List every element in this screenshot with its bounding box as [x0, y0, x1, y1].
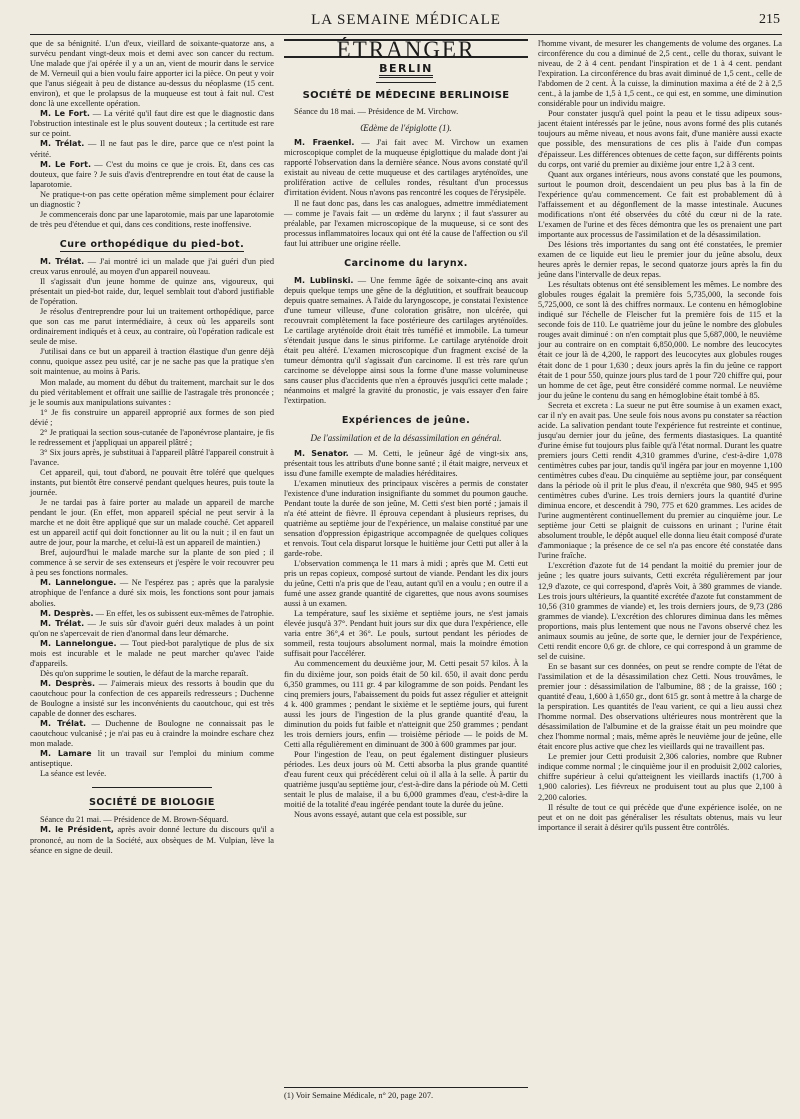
column-left	[30, 39, 274, 856]
speech-text: — Une femme âgée de soixante-cinq ans avait depuis quelque temps une gêne de la déglutition, et souffrait beaucoup depuis quatre semaines. À l'aide du laryngoscope, je constatai l'existence d'une tumeur villeuse, d'une coloration grisâtre, non ulcérée, qui recouvrait complètement la face postérieure des cartilages aryténoïdes. Le cartilage aryténoïde droit était très tuméfié et immobile. La tumeur s'étendait jusque dans le sinus piriforme. Le cartilage aryténoïde droit était peu altéré. L'examen microscopique d'un fragment excisé de la tumeur démontra qu'il s'agissait d'un carcinome. Il est très rare qu'un carcinome se développe ainsi sous la forme d'une masse volumineuse sans causer plus d'accidents que n'en a éprouvés jusqu'ici cette malade ; néanmoins et malgré la gravité du pronostic, je vais essayer d'en faire l'extirpation.	[284, 275, 528, 406]
city-heading-text: BERLIN	[379, 62, 433, 78]
speaker-name: M. Lannelongue.	[40, 638, 117, 648]
speech-text: lit un travail sur l'emploi du minium comme antiseptique.	[30, 749, 274, 769]
speech-text: — Duchenne de Boulogne ne connaissait pas le caoutchouc vulcanisé ; je n'ai pas eu à craindre la moindre eschare chez mon malade.	[30, 719, 274, 749]
speaker-name: M. Senator.	[294, 448, 349, 458]
speech	[30, 639, 274, 669]
speaker-name: M. Trélat.	[40, 256, 85, 266]
speech	[30, 825, 274, 855]
footnote: (1) Voir Semaine Médicale, n° 20, page 207.	[284, 1087, 528, 1101]
paragraph: Cet appareil, qui, tout d'abord, ne pouvait être toléré que quelques instants, put bientôt être conservé pendant quelques heures, puis toute la journée.	[30, 467, 274, 498]
speech	[284, 138, 528, 198]
speaker-name: M. Desprès.	[40, 678, 96, 688]
paragraph: Les résultats obtenus ont été sensiblement les mêmes. Le nombre des globules rouges égalait la première fois 5,735,000, la seconde fois 5,725,000, ce sont là des chiffres normaux. Le contenu en hémoglobine indiqué sur l'échelle de Fleischer fut la première fois de 115 et la seconde fois de 110. Le quatrième jour du jeûne le nombre des globules rouges avait diminué : on n'en comptait plus que 5,687,000, le neuvième jour au contraire on en comptait 6,850,000. Le nombre des leucocytes était ce jour là de 4,200, le rapport des leucocytes aux globules rouges était donc de 1 pour 1,630 ; deux jours après la fin du jeûne ce rapport était de 1 pour 550, quinze jours plus tard de 1 pour 720 chiffre qui, pour un homme de cet âge, peut être considéré comme normal. Le neuvième jour du jeûne le contenu du sang en hémoglobine était tombé à 85.	[538, 280, 782, 400]
paragraph: Je commencerais donc par une laparotomie, mais par une laparotomie de très peu d'étendue et qui, dans ces conditions, reste inoffensive.	[30, 209, 274, 229]
section-title: ÉTRANGER	[284, 39, 528, 58]
speaker-name: M. Desprès.	[40, 608, 94, 618]
speech	[30, 578, 274, 608]
speech-text: — M. Cetti, le jeûneur âgé de vingt-six ans, présentait tous les attributs d'une bonne santé ; il était maigre, nerveux et issu d'une famille exempte de maladies héréditaires.	[284, 448, 528, 478]
speaker-name: M. le Président,	[40, 825, 114, 835]
paragraph: Je ne tardai pas à faire porter au malade un appareil de marche pendant le jour. (En effet, mon appareil spécial ne peut servir à la marche et ne doit être appliqué que sur un malade couché. Cet appareil est un appareil actif qui doit fonctionner au lit ou la nuit ; il en faut un autre de jour, pour la marche, et celui-là est un appareil de maintien.)	[30, 498, 274, 548]
paragraph: L'observation commença le 11 mars à midi ; après que M. Cetti eut pris un repas copieux, composé surtout de viande. Pendant les dix jours du jeûne, Cetti n'a pris que de l'eau, autant qu'il en a voulu ; en outre il a fumé une assez grande quantité de cigarettes, que nous avons soumises aussi à un examen.	[284, 559, 528, 609]
paragraph: En se basant sur ces données, on peut se rendre compte de l'état de l'assimilation et de la désassimilation chez Cetti. Nous trouvâmes, le premier jour : désassimilation de l'albumine, 88 ; de la graisse, 160 ; quantité d'eau, 1,600 à 1,650 gr., dont 615 gr. sont à mettre à la charge de la perspiration. Les quantités de l'eau varient, ce qui a lieu aussi chez l'homme normal. Des observations ultérieures nous montrèrent que la désassimilation de l'albumine et de la graisse était un peu moindre que chez l'homme normal ; mais, même après le neuvième jour de jeûne, elle était encore plus active que chez les vieillards qui ne travaillent pas.	[538, 661, 782, 752]
speech	[30, 619, 274, 639]
speech	[284, 449, 528, 479]
list-item: 1° Je fis construire un appareil approprié aux formes de son pied dévié ;	[30, 407, 274, 427]
speech	[30, 257, 274, 277]
paragraph: Ne pratique-t-on pas cette opération même simplement pour éclairer un diagnostic ?	[30, 189, 274, 209]
page-number: 215	[759, 12, 780, 27]
column-middle	[284, 39, 528, 1109]
speaker-name: M. Trélat.	[40, 719, 87, 729]
section-heading: Expériences de jeûne.	[341, 415, 471, 427]
speaker-name: M. Trélat.	[40, 618, 85, 628]
speaker-name: M. Le Fort.	[40, 109, 90, 119]
speech-text: — Il ne faut pas le dire, parce que ce n'est point la vérité.	[30, 139, 274, 159]
paragraph: Pour l'ingestion de l'eau, on peut également distinguer plusieurs périodes. Les deux jours où M. Cetti absorba la plus grande quantité d'eau furent ceux qui précédèrent celui où il alla à la selle. À partir du quatrième jusqu'au septième jour, c'est-à-dire dans la période où M. Cetti sentait le plus de malaise, il a bu 6,000 grammes d'eau, c'est-à-dire la moitié de la totalité d'eau ingérée pendant toute la durée du jeûne.	[284, 749, 528, 810]
journal-title: LA SEMAINE MÉDICALE	[311, 12, 501, 28]
paragraph: Le premier jour Cetti produisit 2,306 calories, nombre que Rubner indique comme normal ; le cinquième jour il en produisit 2,002 calories, chiffre supérieur à celui qu'atteignent les vieillards inactifs (1,700 à 1,900 calories). Les fiévreux ne produisent tout au plus que 2,100 à 2,200 calories.	[538, 752, 782, 802]
paragraph: La température, sauf les sixième et septième jours, ne s'est jamais élevée jusqu'à 37°. Pendant huit jours sur dix que dura l'expérience, elle varia entre 36°,4 et 36°. Le pouls, surtout pendant les périodes de sommeil, resta toujours absolument normal, mais la moindre émotion suffisait pour l'accélérer.	[284, 609, 528, 659]
seance-line: Séance du 18 mai. — Présidence de M. Virchow.	[294, 107, 459, 117]
section-heading-text: SOCIÉTÉ DE BIOLOGIE	[89, 797, 215, 809]
running-header	[30, 8, 782, 35]
section-heading-text: Cure orthopédique du pied-bot.	[59, 238, 245, 250]
speech-text: — Je suis sûr d'avoir guéri deux malades à un point qu'on ne s'apercevait de rien d'anormal dans leur démarche.	[30, 618, 274, 638]
city-heading	[284, 64, 528, 74]
paragraph: L'excrétion d'azote fut de 14 pendant la moitié du premier jour de jeûne ; les quatre jours suivants, Cetti excréta régulièrement par jour 12,9 d'azote, ce qui correspond, d'après Voit, à 380 grammes de viande. Les trois jours ultérieurs, la quantité excrétée d'azote fut constamment de 10,56 (310 grammes de viande) et, les trois derniers jours, de 9,73 (286 grammes de viande). L'excrétion des chlorures diminua dans les mêmes proportions, mais plus lentement que nous ne l'avons observé chez les animaux soumis au jeûne, de sorte que, le dernier jour de l'expérience, Cetti rendit encore 0,6 gr. de chlore, ce qui correspond à un gramme de sel de cuisine.	[538, 561, 782, 661]
subsection-heading: Œdème de l'épiglotte (1).	[360, 123, 452, 134]
speaker-name: M. Lublinski.	[294, 275, 354, 285]
subsection-heading: De l'assimilation et de la désassimilation en général.	[310, 433, 502, 444]
speech-text: — La vérité qu'il faut dire est que le diagnostic dans l'obstruction intestinale est le plus souvent douteux ; la certitude est rare sur ce point.	[30, 109, 275, 139]
columns	[30, 39, 782, 1109]
speech-text: — J'aimerais mieux des ressorts à boudin que du caoutchouc pour la confection de ces appareils redresseurs ; Duchenne de Boulogne a insisté sur les inconvénients du caoutchouc, qui est très capable de donner des eschares.	[30, 678, 274, 719]
section-heading	[30, 240, 274, 250]
speech	[30, 160, 274, 190]
speech-text: — Tout pied-bot paralytique de plus de six mois est incurable et le malade ne peut marcher qu'avec l'aide d'appareils.	[30, 638, 274, 668]
paragraph: Bref, aujourd'hui le malade marche sur la plante de son pied ; il commence à se servir de ses extenseurs et j'espère le voir recouvrer peu à peu ses fonctions normales.	[30, 548, 274, 578]
divider	[376, 82, 436, 83]
paragraph: Je résolus d'entreprendre pour lui un traitement orthopédique, parce que son cas me parut intermédiaire, à ceux où les appareils sont ordinairement indiqués et à ceux, au contraire, où l'opération radicale est seule de mise.	[30, 307, 274, 347]
speech	[284, 276, 528, 407]
paragraph: Il s'agissait d'un jeune homme de quinze ans, vigoureux, qui présentait un pied-bot raide, dur, lequel semblait tout d'abord justifiable de l'opération.	[30, 277, 274, 307]
seance-line: Séance du 21 mai. — Présidence de M. Brown-Séquard.	[40, 815, 229, 825]
paragraph: Nous avons essayé, autant que cela est possible, sur	[294, 810, 467, 820]
section-heading: Carcinome du larynx.	[344, 257, 468, 269]
speech-text: — J'ai fait avec M. Virchow un examen microscopique complet de la muqueuse épiglottique du malade dont j'ai rapporté l'observation dans la dernière séance. Nous avons constaté qu'il existait au niveau de cette muqueuse et des cartilages aryténoïdes, une prolifération active de cellules rondes, résultant d'un processus d'irritation évident. Nous n'avons pas rencontré les coques de l'érysipèle.	[284, 138, 529, 198]
paragraph: Quant aux organes intérieurs, nous avons constaté que les poumons, surtout le poumon droit, descendaient un peu plus bas à la fin de l'expérience qu'au commencement. Ce fait est probablement dû à l'affaissement et au dégonflement de la masse intestinale. Aucunes modifications n'ont été observées du côté du cœur ni de la rate. L'examen de l'urine et des fèces démontra que les os prenaient une part importante aux processus de l'assimilation et de la désassimilation.	[538, 169, 782, 239]
paragraph: Dès qu'on supprime le soutien, le défaut de la marche reparaît.	[40, 668, 249, 678]
list-item: 2° Je pratiquai la section sous-cutanée de l'aponévrose plantaire, je fis le redressement et j'appliquai un appareil plâtré ;	[30, 427, 274, 447]
speaker-name: M. Lamare	[40, 749, 92, 759]
speech	[30, 679, 274, 719]
speech-text: — C'est du moins ce que je crois. Et, dans ces cas douteux, que faire ? Je suis d'avis d'entreprendre en tout état de cause la laparotomie.	[30, 159, 274, 189]
speech	[30, 109, 274, 139]
speaker-name: M. Trélat.	[40, 139, 85, 149]
paragraph: Au commencement du deuxième jour, M. Cetti pesait 57 kilos. À la fin du dixième jour, son poids était de 50 kil. 650, il avait donc perdu 6,350 grammes, ou 111 gr. 4 par kilogramme de son poids. Pendant les cinq premiers jours, l'abaissement du poids fut assez régulier et atteignit 4 k. 400 grammes ; pendant le sixième et le septième jours, qui furent aussi les jours de l'ingestion de la plus grande quantité d'eau, la diminution du poids fut faible et n'atteignit que 250 grammes ; pendant les trois derniers jours, enfin — troisième période — le poids de M. Cetti alla régulièrement en diminuant de 300 à 600 grammes par jour.	[284, 659, 528, 749]
paragraph: La séance est levée.	[40, 769, 107, 779]
paragraph: que de sa bénignité. L'un d'eux, vieillard de soixante-quatorze ans, a survécu pendant vingt-deux mois et demi avec son cancer du rectum. Une malade que j'ai opérée il y a un an, vient de mourir dans le service de M. Verneuil qui a bien voulu faire apporter ici la pièce. On peut y voir que l'anus siégeait à peu de distance au-dessus du néoplasme (15 cent. environ), et que le prolapsus de la muqueuse est tout à fait nul. C'est donc là une excellente opération.	[30, 39, 274, 109]
speech-text: après avoir donné lecture du discours qu'il a prononcé, au nom de la Société, aux obsèques de M. Vulpian, lève la séance en signe de deuil.	[30, 825, 274, 855]
speaker-name: M. Lannelongue.	[40, 578, 117, 588]
speech	[30, 139, 274, 159]
speaker-name: M. Le Fort.	[40, 159, 91, 169]
paragraph: Pour constater jusqu'à quel point la peau et le tissu adipeux sous-jacent étaient intéressés par le jeûne, nous avons formé des plis cutanés toujours au même niveau, et nous avons fait, d'une manière aussi exacte que possible, des mensurations de ces plis à l'aide d'un compas d'épaisseur. Les différences obtenues de cette façon, sur différents points du corps, ont varié du premier au dixième jour entre 1,2 à 3 cent.	[538, 109, 782, 169]
paragraph: L'examen minutieux des principaux viscères a permis de constater l'existence d'une induration insignifiante du sommet du poumon gauche. Pendant toute la durée de son jeûne, M. Cetti s'est bien porté ; jamais il n'a été atteint de fièvre. Il éprouva cependant à plusieurs reprises, du quatrième au septième jour de l'expérience, un malaise constitué par une sensation d'oppression épigastrique accompagnée de quelques coliques et renvois. Tout cela disparut lorsque le huitième jour Cetti put aller à la garde-robe.	[284, 478, 528, 558]
speech-text: — J'ai montré ici un malade que j'ai guéri d'un pied creux varus enroulé, au moyen d'un appareil nouveau.	[30, 256, 274, 276]
column-right	[538, 39, 782, 833]
paragraph: l'homme vivant, de mesurer les changements de volume des organes. La circonférence du cou a diminué de 2,5 cent., celle du thorax, suivant le niveau, de 2 à 4 cent. pendant l'inspiration et de 1 à 4 cent. pendant l'expiration. La circonférence du bras avait diminué de 1,5 cent., celle de l'abdomen de 2 cent. À la cuisse, la diminution maxima a été de 2 à 2,5 cent., à la jambe de 1,5 à 1,5 cent., ce qui est, en somme, une diminution considérable pour un individu maigre.	[538, 39, 782, 109]
section-heading	[30, 798, 274, 808]
speaker-name: M. Fraenkel.	[294, 138, 355, 148]
paragraph: Secreta et excreta : La sueur ne put être soumise à un examen exact, car il n'y en avait pas. Une seule fois nous avons pu constater sa réaction acide. La salivation pendant toute l'expérience fut restreinte et continue, jusqu'au dernier jour du jeûne, des ferments diastasiques. La quantité d'urine émise fut toujours plus faible qu'à l'état normal. Durant les quatre premiers jours Cetti rendit 4,310 grammes d'urine, c'est-à-dire 1,078 centimètres cubes par jour, tandis qu'il ingéra par jour en moyenne 1,100 centimètres cubes d'eau. Du cinquième au septième jour, par conséquent dans la période où il prit le plus d'eau, il n'excréta que 980, 945 et 995 centimètres cubes d'urine. Les trois derniers jours la quantité d'urine diminua encore, et descendit à 790, 775 et 620 grammes. Les acides de l'urine augmentèrent continuellement du premier au cinquième jour. Le septième jour Cetti se plaignit de cuissons en urinant ; l'urine était absolument trouble, le dépôt auquel elle donna lieu était composé d'urate d'ammoniaque ; la présence de ce sel n'a pas encore été constatée dans l'urine fraîche.	[538, 400, 782, 561]
society-heading: SOCIÉTÉ DE MÉDECINE BERLINOISE	[302, 90, 510, 102]
section-divider	[92, 787, 212, 788]
speech	[30, 719, 274, 749]
speech	[30, 609, 274, 619]
paragraph: Mon malade, au moment du début du traitement, marchait sur le dos du pied véritablement et offrait une saillie de l'astragale très prononcée ; je le soumis aux manipulations suivantes :	[30, 377, 274, 407]
paragraph: J'utilisai dans ce but un appareil à traction élastique d'un genre déjà connu, quoique assez peu usité, car je ne sache pas que la pratique s'en soit maintenue, au moins à Paris.	[30, 347, 274, 377]
paragraph: Des lésions très importantes du sang ont été constatées, le premier examen de ce liquide eut lieu le premier jour du jeûne absolu, deux heures après le dernier repas, le second quatorze jours après la fin du jeûne dans l'intervalle de deux repas.	[538, 239, 782, 280]
speech-text: — Ne l'espérez pas ; après que la paralysie atrophique de l'enfance a duré six mois, les fonctions sont pour jamais abolies.	[30, 578, 274, 608]
speech-text: — En effet, les os subissent eux-mêmes de l'atrophie.	[93, 608, 274, 618]
paragraph: Il ne faut donc pas, dans les cas analogues, admettre immédiatement — comme je l'avais fait — un œdème du larynx ; il faut s'assurer au préalable, par l'examen microscopique de la muqueuse, si ce sont des processus inflammatoires locaux qui ont été la cause de l'affection ou s'il faut lui attribuer une origine réelle.	[284, 198, 528, 248]
speech	[30, 749, 274, 769]
paragraph: Il résulte de tout ce qui précède que d'une expérience isolée, on ne peut et on ne doit pas généraliser les résultats obtenus, mais vu leur importance il serait à désirer qu'ils pussent être contrôlés.	[538, 802, 782, 832]
list-item: 3° Six jours après, je substituai à l'appareil plâtré l'appareil construit à l'avance.	[30, 447, 274, 467]
